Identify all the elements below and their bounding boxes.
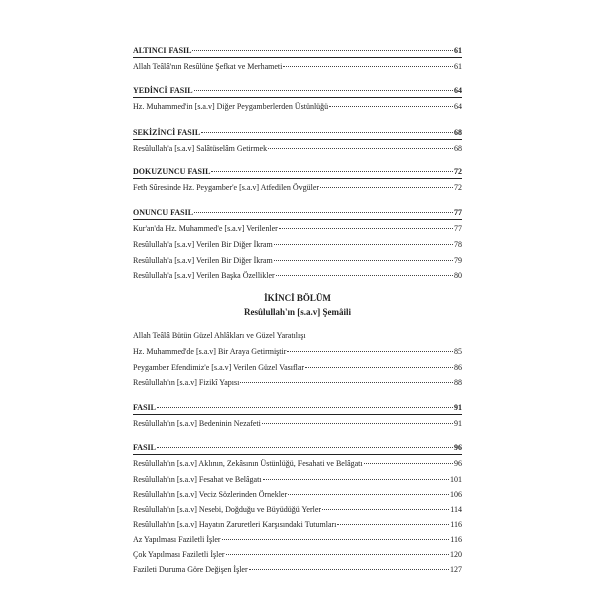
page-number: 91 [454, 419, 462, 428]
dot-leader [262, 423, 453, 424]
dot-leader [279, 228, 453, 229]
toc-entry-line[interactable] [133, 331, 462, 341]
toc-section-heading[interactable] [133, 86, 462, 96]
page-number: 106 [450, 490, 462, 499]
toc-entry[interactable] [133, 183, 462, 193]
dot-leader [337, 524, 449, 525]
section-label: ALTINCI FASIL [133, 46, 192, 55]
page-number: 64 [454, 102, 462, 111]
page-number: 96 [454, 443, 462, 452]
part-subheading: Resûlullah'ın [s.a.v] Şemâili [243, 307, 351, 317]
page-number: 61 [454, 46, 462, 55]
toc-section-heading[interactable] [133, 443, 462, 453]
section-label: DOKUZUNCU FASIL [133, 167, 211, 176]
toc-entry[interactable] [133, 565, 462, 575]
toc-entry[interactable] [133, 419, 462, 429]
page-number: 120 [450, 550, 462, 559]
entry-title: Resûlullah'a [s.a.v] Verilen Bir Diğer İkram [133, 256, 273, 265]
page-number: 116 [450, 520, 462, 529]
toc-section-heading[interactable] [133, 208, 462, 218]
toc-entry[interactable] [133, 505, 462, 515]
toc-entry[interactable] [133, 144, 462, 154]
page-number: 78 [454, 240, 462, 249]
toc-entry[interactable] [133, 378, 462, 388]
section-rule [133, 57, 462, 58]
dot-leader [194, 212, 453, 213]
page-number: 114 [450, 505, 462, 514]
entry-title: Resûlullah'a [s.a.v] Verilen Bir Diğer İkram [133, 240, 273, 249]
page-number: 72 [454, 167, 462, 176]
dot-leader [211, 171, 453, 172]
dot-leader [263, 479, 449, 480]
entry-title: Resûlullah'ın [s.a.v] Bedeninin Nezafeti [133, 419, 261, 428]
section-rule [133, 139, 462, 140]
page-number: 77 [454, 208, 462, 217]
dot-leader [287, 351, 453, 352]
section-label: ONUNCU FASIL [133, 208, 194, 217]
dot-leader [194, 90, 453, 91]
toc-entry[interactable] [133, 459, 462, 469]
toc-entry[interactable] [133, 62, 462, 72]
section-label: SEKİZİNCİ FASIL [133, 128, 201, 137]
page-number: 88 [454, 378, 462, 387]
section-rule [133, 178, 462, 179]
entry-title: Feth Sûresinde Hz. Peygamber'e [s.a.v] Atfedilen Övgüler [133, 183, 320, 192]
page-number: 101 [450, 475, 462, 484]
toc-section-heading[interactable] [133, 46, 462, 56]
entry-title: Resûlullah'ın [s.a.v] Fizikî Yapısı [133, 378, 240, 387]
dot-leader [201, 132, 453, 133]
entry-title: Resûlullah'ın [s.a.v] Nesebi, Doğduğu ve Büyüdüğü Yerler [133, 505, 322, 514]
dot-leader [320, 187, 453, 188]
dot-leader [268, 148, 453, 149]
entry-title: Resûlullah'ın [s.a.v] Aklının, Zekâsının Üstünlüğü, Fesahati ve Belâgatı [133, 459, 363, 468]
entry-title: Az Yapılması Faziletli İşler [133, 535, 221, 544]
toc-entry[interactable] [133, 520, 462, 530]
page-number: 86 [454, 363, 462, 372]
toc-entry[interactable] [133, 240, 462, 250]
toc-entry[interactable] [133, 550, 462, 560]
entry-title: Resûlullah'a [s.a.v] Salâtüselâm Getirmek [133, 144, 268, 153]
page-number: 68 [454, 128, 462, 137]
page-number: 96 [454, 459, 462, 468]
dot-leader [274, 244, 453, 245]
dot-leader [240, 382, 453, 383]
entry-title: Allah Teâlâ'nın Resûlüne Şefkat ve Merhameti [133, 62, 283, 71]
part-heading: İKİNCİ BÖLÜM [264, 293, 331, 303]
entry-title: Resûlullah'ın [s.a.v] Hayatın Zaruretleri Karşısındaki Tutumları [133, 520, 337, 529]
dot-leader [322, 509, 449, 510]
dot-leader [276, 275, 453, 276]
toc-entry[interactable] [133, 490, 462, 500]
entry-title: Peygamber Efendimiz'e [s.a.v] Verilen Güzel Vasıflar [133, 363, 305, 372]
dot-leader [249, 569, 449, 570]
page-number: 127 [450, 565, 462, 574]
toc-entry[interactable] [133, 102, 462, 112]
entry-title: Hz. Muhammed'in [s.a.v] Diğer Peygamberlerden Üstünlüğü [133, 102, 329, 111]
toc-entry[interactable] [133, 535, 462, 545]
page-number: 61 [454, 62, 462, 71]
page-number: 64 [454, 86, 462, 95]
dot-leader [283, 66, 453, 67]
entry-title: Çok Yapılması Faziletli İşler [133, 550, 225, 559]
entry-title: Resûlullah'ın [s.a.v] Fesahat ve Belâgatı [133, 475, 262, 484]
dot-leader [288, 494, 449, 495]
section-rule [133, 454, 462, 455]
toc-entry[interactable] [133, 347, 462, 357]
section-label: FASIL [133, 403, 156, 412]
section-label: FASIL [133, 443, 156, 452]
toc-entry[interactable] [133, 224, 462, 234]
page-number: 68 [454, 144, 462, 153]
dot-leader [222, 539, 450, 540]
toc-entry[interactable] [133, 363, 462, 373]
toc-section-heading[interactable] [133, 128, 462, 138]
section-label: YEDİNCİ FASIL [133, 86, 193, 95]
toc-section-heading[interactable] [133, 403, 462, 413]
toc-section-heading[interactable] [133, 167, 462, 177]
section-rule [133, 219, 462, 220]
dot-leader [364, 463, 453, 464]
page-number: 72 [454, 183, 462, 192]
dot-leader [274, 260, 453, 261]
page-number: 85 [454, 347, 462, 356]
section-rule [133, 97, 462, 98]
toc-entry[interactable] [133, 271, 462, 281]
page-number: 116 [450, 535, 462, 544]
toc-entry[interactable] [133, 475, 462, 485]
entry-title: Resûlullah'ın [s.a.v] Veciz Sözlerinden Örnekler [133, 490, 288, 499]
page-number: 80 [454, 271, 462, 280]
dot-leader [157, 407, 453, 408]
entry-title: Kur'an'da Hz. Muhammed'e [s.a.v] Verilenler [133, 224, 278, 233]
dot-leader [226, 554, 449, 555]
dot-leader [329, 106, 453, 107]
dot-leader [192, 50, 453, 51]
dot-leader [157, 447, 453, 448]
entry-title: Hz. Muhammed'de [s.a.v] Bir Araya Getirmiştir [133, 347, 287, 356]
section-rule [133, 414, 462, 415]
page-number: 91 [454, 403, 462, 412]
entry-title: Fazileti Duruma Göre Değişen İşler [133, 565, 248, 574]
page-number: 79 [454, 256, 462, 265]
dot-leader [305, 367, 453, 368]
page-number: 77 [454, 224, 462, 233]
entry-title: Allah Teâlâ Bütün Güzel Ahlâkları ve Güzel Yaratılışı [133, 331, 306, 340]
toc-entry[interactable] [133, 256, 462, 266]
entry-title: Resûlullah'a [s.a.v] Verilen Başka Özellikler [133, 271, 275, 280]
